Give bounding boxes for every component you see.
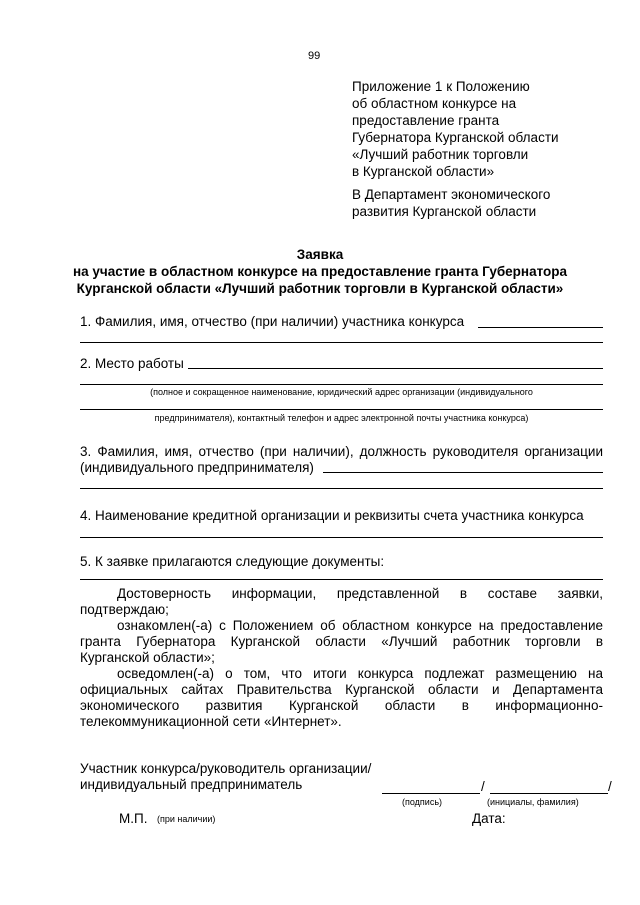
title-line: на участие в областном конкурсе на предоставление гранта Губернатора	[72, 264, 568, 279]
item-4-label: 4. Наименование кредитной организации и реквизиты счета участника конкурса	[80, 508, 584, 523]
page-number: 99	[308, 50, 321, 62]
statement-3: осведомлен(-а) о том, что итоги конкурса подлежат размещению на	[117, 666, 603, 681]
signature-slash: /	[481, 779, 485, 794]
signature-slash-end: /	[608, 779, 612, 794]
signature-caption: (подпись)	[402, 797, 443, 807]
statement-1-continued: подтверждаю;	[80, 602, 169, 617]
appendix-line: об областном конкурсе на	[352, 96, 517, 111]
item-5-field[interactable]	[80, 579, 603, 580]
item-2-field-continued[interactable]	[80, 384, 603, 385]
item-2-note: (полное и сокращенное наименование, юридический адрес организации (индивидуального	[150, 387, 533, 397]
signer-title: Участник конкурса/руководитель организации/	[80, 761, 372, 776]
item-3-field-continued[interactable]	[80, 488, 603, 489]
item-2-note: предпринимателя), контактный телефон и адрес электронной почты участника конкурса)	[154, 413, 529, 423]
statement-2-continued: Курганской области»;	[80, 650, 215, 665]
item-5-label: 5. К заявке прилагаются следующие документы:	[80, 554, 385, 569]
date-label: Дата:	[472, 811, 506, 826]
signer-title-continued: индивидуальный предприниматель	[80, 777, 303, 792]
item-2-field[interactable]	[188, 368, 603, 369]
appendix-line: предоставление гранта	[352, 113, 500, 128]
statement-2-continued: гранта Губернатора Курганской области «Лучший работник торговли в	[80, 634, 603, 649]
addressee-line: развития Курганской области	[352, 204, 537, 219]
statement-2: ознакомлен(-а) с Положением об областном конкурсе на предоставление	[117, 618, 603, 633]
name-caption: (инициалы, фамилия)	[487, 797, 579, 807]
statement-3-continued: экономического развития Курганской области в информационно-	[80, 698, 603, 713]
title-line: Заявка	[296, 247, 344, 262]
name-field[interactable]	[490, 793, 608, 794]
item-4-field[interactable]	[80, 537, 603, 538]
stamp-note: (при наличии)	[157, 814, 216, 824]
statement-3-continued: официальных сайтах Правительства Курганской области и Департамента	[80, 682, 603, 697]
statement-3-continued: телекоммуникационной сети «Интернет».	[80, 714, 342, 729]
signature-field[interactable]	[382, 793, 480, 794]
appendix-block	[352, 78, 559, 180]
item-2-field-continued[interactable]	[80, 409, 603, 410]
item-3-label: 3. Фамилия, имя, отчество (при наличии), должность руководителя организации	[80, 444, 603, 459]
item-1-label: 1. Фамилия, имя, отчество (при наличии) участника конкурса	[80, 314, 465, 329]
appendix-line: Приложение 1 к Положению	[352, 79, 530, 94]
item-3-field[interactable]	[323, 472, 603, 473]
item-1-field-continued[interactable]	[80, 342, 603, 343]
appendix-line: «Лучший работник торговли	[352, 147, 529, 162]
statement-1: Достоверность информации, представленной в составе заявки,	[117, 586, 603, 601]
item-1-field[interactable]	[478, 327, 603, 328]
item-3-label-continued: (индивидуального предпринимателя)	[80, 460, 314, 475]
addressee-block	[352, 186, 550, 220]
stamp-label: М.П.	[119, 811, 148, 826]
title-line: Курганской области «Лучший работник торговли в Курганской области»	[76, 281, 564, 296]
document-title	[60, 246, 580, 297]
item-2-label: 2. Место работы	[80, 356, 184, 371]
appendix-line: Губернатора Курганской области	[352, 130, 559, 145]
appendix-line: в Курганской области»	[352, 164, 495, 179]
addressee-line: В Департамент экономического	[352, 187, 551, 202]
